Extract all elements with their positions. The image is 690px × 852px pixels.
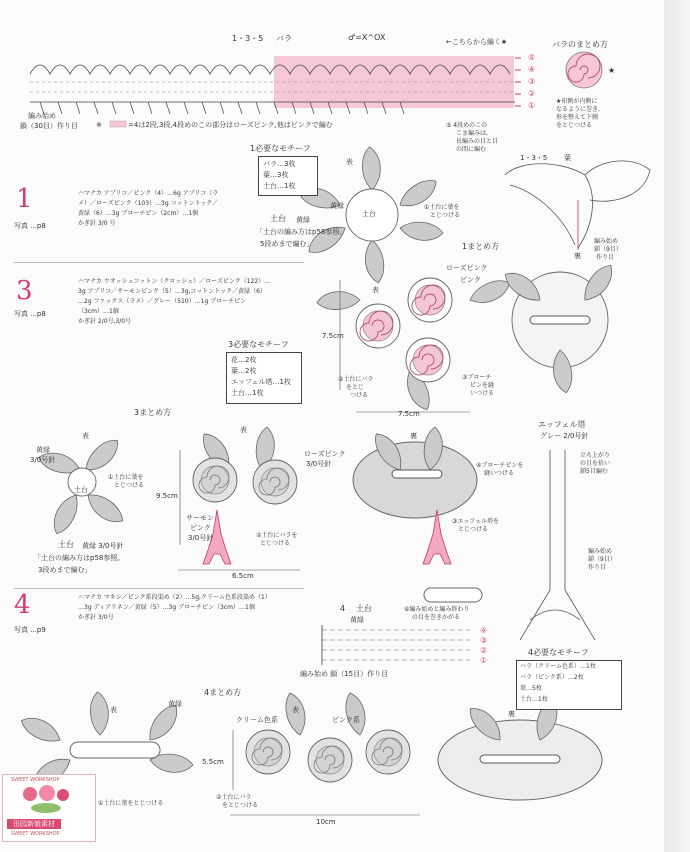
- item4-step1: ①土台に葉をとじつける: [98, 800, 164, 807]
- item1-motif-box: バラ…3枚 葉…3枚 土台…1枚: [258, 156, 318, 196]
- chart-start-label: 編み始め: [28, 112, 56, 120]
- leaf-chart: [505, 161, 650, 250]
- item3-base-color: 黄緑 3/0号針: [82, 542, 124, 550]
- leaf-start-2: 鎖（9目）: [594, 246, 622, 253]
- item4-base-label: 土台: [356, 604, 372, 613]
- item4-base-color: 黄緑: [350, 616, 364, 624]
- item4-step2-a: ②土台にバラ: [216, 794, 252, 801]
- item1-step2-c: つける: [350, 392, 369, 399]
- item1-ura: 裏: [574, 252, 581, 260]
- item1-step2-a: ②土台にバラ: [338, 376, 374, 383]
- rose-star: ★: [608, 66, 616, 75]
- rose-assembly-title: バラのまとめ方: [552, 40, 608, 49]
- leaf-start-3: 作り目: [596, 254, 615, 261]
- item4-motif-box: バラ（クリーム色系）…1枚 バラ（ピンク系）…2枚 葉…5枚 土台…1枚: [516, 660, 622, 710]
- item4-row-1: ①: [480, 656, 488, 665]
- flower-icon-2: [39, 785, 55, 801]
- item3-base-note2: 3段めまで編む」: [38, 566, 92, 574]
- item4-number: 4: [14, 590, 31, 620]
- eiffel-note1-b: の目を拾い: [580, 460, 611, 467]
- item3-salmon-2: ピンク: [190, 524, 211, 532]
- leaf-start-1: 編み始め: [594, 238, 619, 245]
- item3-dim-w: 6.5cm: [232, 572, 254, 580]
- chart-chain-count: 鎖（30目）作り目: [20, 122, 78, 130]
- eiffel-note2-a: 編み始め: [588, 548, 613, 555]
- item3-base-note1: 「土台の編み方はp58参照。: [34, 554, 125, 562]
- item3-step1-b: とじつける: [114, 482, 145, 489]
- item3-rose-pink-2: 3/0号針: [306, 460, 332, 468]
- stitch-chart: [30, 56, 521, 127]
- item3-ki-1: 黄緑: [36, 446, 50, 454]
- divider-2: [14, 588, 304, 589]
- item3-ki-2: 3/0号針: [30, 456, 56, 464]
- item4-dim-h: 5.5cm: [202, 758, 224, 766]
- item4-row-2: ②: [480, 646, 488, 655]
- eiffel-chart: [520, 450, 595, 640]
- item1-dim-h: 7.5cm: [322, 332, 344, 340]
- item4-base-note1: ⑥編み始めと編み終わり: [404, 606, 470, 613]
- row-number-4: ④: [528, 65, 536, 74]
- item3-step3-b: とじつける: [458, 526, 489, 533]
- item4-cream: クリーム色系: [236, 716, 278, 724]
- item3-omote: 表: [82, 432, 89, 440]
- legend-text: =4は2段,3段,4段めのこの部分はローズピンク,他はピンクで編む: [128, 121, 333, 129]
- item3-omote-2: 表: [240, 426, 247, 434]
- flower-icon: [23, 787, 37, 801]
- item4-base-rounds: 4: [340, 604, 346, 613]
- item4-base-note2: の目を巻きかがる: [412, 614, 461, 621]
- item3-salmon-1: サーモン: [186, 514, 214, 522]
- item4-dim-w: 10cm: [316, 818, 336, 826]
- divider-1: [14, 262, 304, 263]
- eiffel-title: エッフェル塔: [538, 420, 586, 429]
- item1-dim-w: 7.5cm: [398, 410, 420, 418]
- item1-step2-b: をとじ: [346, 384, 365, 391]
- item4-ki: 黄緑: [168, 700, 182, 708]
- leaf-title: 葉: [564, 154, 571, 162]
- item4-omote-2: 表: [292, 706, 299, 714]
- eiffel-subtitle: グレー 2/0号針: [540, 432, 589, 440]
- item3-ura: 裏: [410, 432, 417, 440]
- item1-photo-ref: 写真 ...p8: [14, 222, 46, 230]
- item1-rose-pink: ローズピンク: [446, 264, 488, 272]
- item3-step4-a: ④ブローチピンを: [476, 462, 524, 469]
- item3-step2-a: ②土台にバラを: [256, 532, 298, 539]
- item1-step1-b: とじつける: [430, 212, 461, 219]
- row-number-1: ①: [528, 101, 536, 110]
- row-number-3: ③: [528, 77, 536, 86]
- item1-step1-a: ①土台に葉を: [424, 204, 460, 211]
- flower-icon-3: [57, 789, 69, 801]
- item1-omote: 表: [346, 158, 353, 166]
- item1-step3-b: ピンを縫: [470, 382, 495, 389]
- item3-number: 3: [16, 276, 33, 306]
- item3-step4-b: 縫いつける: [484, 470, 515, 477]
- item4-row-3: ③: [480, 636, 488, 645]
- item4-omote: 表: [110, 706, 117, 714]
- row-number-2: ②: [528, 89, 536, 98]
- item4-photo-ref: 写真 ...p9: [14, 626, 46, 634]
- eiffel-note1-c: 鎖5目編む: [580, 468, 608, 475]
- page-edge: [664, 0, 690, 852]
- item1-pink: ピンク: [460, 276, 481, 284]
- item3-base-label: 土台: [58, 540, 74, 549]
- item3-assembly-title: 3まとめ方: [134, 408, 172, 417]
- item3-base-mid: 土台: [74, 486, 88, 494]
- item3-dim-h: 9.5cm: [156, 492, 178, 500]
- item3-photo-ref: 写真 ...p8: [14, 310, 46, 318]
- item4-ura: 裏: [508, 710, 515, 718]
- header-symbol: ♂=X^OX: [348, 33, 386, 42]
- eiffel-note1-a: 立ち上がり: [580, 452, 611, 459]
- item4-pink-kei: ピンク系: [332, 716, 360, 724]
- header-title: バラ: [276, 34, 292, 43]
- item4-motif-title: 4必要なモチーフ: [528, 648, 589, 657]
- item4-assembly-title: 4まとめ方: [204, 688, 242, 697]
- item1-assembly-title: 1まとめ方: [462, 242, 500, 251]
- item1-base-note1: 「土台の編み方はp58参照。: [256, 228, 347, 236]
- item4-start: 編み始め 鎖（15目）作り目: [300, 670, 389, 678]
- item3-step1-a: ①土台に葉を: [108, 474, 144, 481]
- leaf-icon: [31, 803, 61, 813]
- direction-note: ←こちらから編く★: [446, 38, 508, 46]
- legend-prefix: ※: [96, 121, 102, 129]
- item1-number: 1: [16, 184, 33, 214]
- row-number-5: ⑤: [528, 53, 536, 62]
- item3-motif-title: 3必要なモチーフ: [228, 340, 289, 349]
- item3-step2-b: とじつける: [260, 540, 291, 547]
- leaf-rounds: 1・3・5: [520, 154, 548, 162]
- eiffel-note2-c: 作り目: [588, 564, 607, 571]
- item3-step3-a: ③エッフェル塔を: [452, 518, 499, 525]
- item3-rose-pink-1: ローズピンク: [304, 450, 346, 458]
- item3-motif-box: 花…2枚 葉…2枚 エッフェル塔…1枚 土台…1枚: [226, 352, 302, 404]
- item1-step3-a: ③ブローチ: [462, 374, 492, 381]
- header-rounds: 1・3・5: [232, 34, 264, 43]
- magazine-page: 1・3・5 バラ ♂=X^OX ←こちらから編く★ 編み始め 鎖（30目）作り目 ※ =4は2段,3段,4段めのこの部分はローズピンク,他はピンクで編む ⑤ ④ ③ ② ① バラのまとめ方 ★ ★印側が内側に なるように巻き, 形を整えて下側 をとじつける ⑤ 4段めのこの こま編みは, 長編みの目と目 の間に編む 1 写真 ...p8 ハマナカ アプリコ／ピンク（4）…6g アプリコ（ラ メ）／ローズピンク（103）…3g コットントック／ 黄緑（6）…3g ブローチピン（2cm）…1個 かぎ針 3/0 号 1必要なモチーフ バラ…3枚 葉…3枚 土台…1枚 土台 黄緑 「土台の編み方はp58参照。 5段めまで編む」 表 黄緑 土台 ①土台に葉を とじつける 1まとめ方 ローズピンク ピンク 表 裏 7.5cm 7.5cm ②土台にバラ をとじ つける ③ブローチ ピンを縫 いつける 1・3・5 葉 編み始め 鎖（9目） 作り目 3 写真 ...p8 ハマナカ ウオッシュコットン（クロッシェ）／ローズピンク（122）… 3g アプリコ／サーモンピンク（5）…3g,コットントック／黄緑（6） …2g ファックス（ラメ）／グレー（510）…1g ブローチピン （3cm）…1個 かぎ針 2/0号,3/0号 3必要なモチーフ 花…2枚 葉…2枚 エッフェル塔…1枚 土台…1枚 3まとめ方 表 表 裏 黄緑 3/0号針 ①土台に葉を とじつける 土台 土台 黄緑 3/0号針 「土台の編み方はp58参照。 3段めまで編む」 ローズピンク 3/0号針 9.5cm サーモン ピンク 3/0号針 ②土台にバラを とじつける 6.5cm ④ブローチピンを 縫いつける ③エッフェル塔を とじつける エッフェル塔 グレー 2/0号針 立ち上がり の目を拾い 鎖5目編む 編み始め 鎖（9目） 作り目 4 写真 ...p9 ハマナカ マキシ／ピンク系段染め（2）…5g,クリーム色系段染め（1） …3g ディアリネン／黄緑（5）…3g ブローチピン（3cm）…1個 かぎ針 3/0号 4 土台 黄緑 ⑥編み始めと編み終わり の目を巻きかがる ④ ③ ② ① 編み始め 鎖（15目）作り目 4必要なモチーフ バラ（クリーム色系）…1枚 バラ（ピンク系）…2枚 葉…5枚 土台…1枚 4まとめ方 表 黄緑 クリーム色系 表 ピンク系 裏 5.5cm 10cm ①土台に葉をとじつける ②土台にバラ をとじつける SWEET WORKSHOP 田园新娘素材 SWEET WORKSHOP: [0, 0, 690, 852]
- item1-base-color: 黄緑: [296, 216, 310, 224]
- item1-base-label: 土台: [270, 214, 286, 223]
- eiffel-note2-b: 鎖（9目）: [588, 556, 616, 563]
- item1-step3-c: いつける: [470, 390, 495, 397]
- item1-base-mid: 土台: [362, 210, 376, 218]
- rose-spiral-figure: [566, 52, 602, 88]
- item1-omote-2: 表: [372, 286, 379, 294]
- item3-salmon-3: 3/0号針: [188, 534, 214, 542]
- item4-step2-b: をとじつける: [222, 802, 259, 809]
- item4-row-4: ④: [480, 626, 488, 635]
- item1-motif-title: 1必要なモチーフ: [250, 144, 311, 153]
- watermark-stamp: SWEET WORKSHOP 田园新娘素材 SWEET WORKSHOP: [2, 774, 96, 842]
- item4-base-chart: [322, 588, 482, 665]
- item1-ki: 黄緑: [330, 202, 344, 210]
- item1-base-note2: 5段めまで編む」: [260, 240, 314, 248]
